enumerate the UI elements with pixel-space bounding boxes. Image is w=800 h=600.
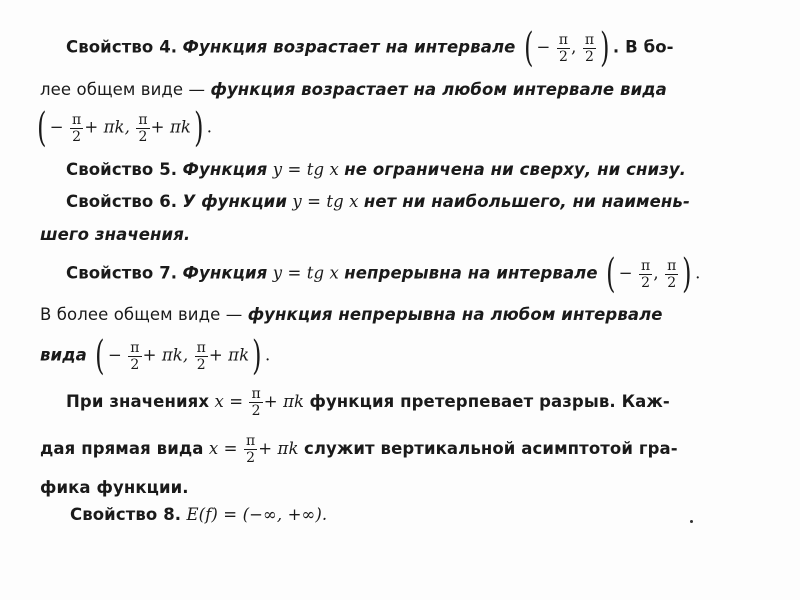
property-5-line (66, 160, 686, 180)
plain-text: лее общем виде — (40, 80, 206, 99)
paragraph-text-4: служит вертикальной асимптотой гра- (303, 439, 678, 458)
property-8-line (70, 505, 327, 525)
property-6-label: Свойство 6. (66, 192, 178, 211)
fraction-pi-over-2: $\frac{\pi}{2}$ (641, 257, 651, 291)
math-x-eq: x = (208, 439, 238, 458)
property-6-continuation (40, 225, 190, 245)
right-paren: ) (252, 333, 262, 379)
right-paren: ) (194, 105, 204, 151)
plus-pi-k: + πk (208, 345, 250, 365)
property-5-label: Свойство 5. (66, 160, 178, 179)
property-7-line (66, 251, 701, 297)
fraction-pi-over-2: $\frac{\pi}{2}$ (138, 111, 148, 145)
plus-pi-k: + πk (258, 439, 299, 458)
comma: , (571, 37, 577, 57)
property-6-text-2: нет ни наибольшего, ни наимень- (363, 192, 690, 211)
math-y-tg-x: y = tg x (272, 263, 339, 283)
paragraph-text-5: фика функции. (40, 478, 189, 497)
paragraph-text-3: дая прямая вида (40, 439, 204, 458)
right-paren: ) (600, 25, 610, 71)
plus-pi-k: + πk (150, 117, 191, 137)
italic-text: функция непрерывна на любом интервале (247, 305, 663, 324)
property-4-text: Функция возрастает на интервале (182, 37, 516, 57)
paragraph-line-2 (40, 433, 678, 466)
property-6-text-3: шего значения. (40, 225, 191, 244)
italic-text: функция возрастает на любом интервале вида (210, 80, 667, 99)
period: . (206, 117, 213, 137)
left-paren: ( (606, 251, 616, 297)
left-paren: ( (37, 105, 47, 151)
plus-pi-k: + πk (263, 392, 305, 411)
fraction-pi-over-2: $\frac{\pi}{2}$ (72, 111, 82, 145)
fraction-pi-over-2: $\frac{\pi}{2}$ (130, 339, 140, 373)
property-7-label: Свойство 7. (66, 263, 178, 283)
math-x-eq: x = (214, 392, 244, 411)
property-6-line (66, 192, 690, 212)
property-7-text-1: Функция (182, 263, 268, 283)
fraction-pi-over-2: $\frac{\pi}{2}$ (558, 31, 569, 65)
property-7-text-2: непрерывна на интервале (344, 263, 598, 283)
paragraph-text-2: функция претерпевает разрыв. Каж- (309, 392, 670, 411)
left-paren: ( (95, 333, 105, 379)
property-7-interval (40, 333, 271, 379)
minus-sign: − (618, 263, 633, 283)
speck-mark (690, 520, 693, 523)
math-range: E(f) = (−∞, +∞). (186, 505, 328, 524)
property-4-continuation (40, 80, 667, 100)
comma: , (653, 263, 659, 283)
property-5-text-1: Функция (182, 160, 268, 179)
property-4-line (66, 25, 674, 71)
property-7-continuation (40, 305, 663, 325)
fraction-pi-over-2: $\frac{\pi}{2}$ (584, 31, 595, 65)
period: . (264, 345, 271, 365)
fraction-pi-over-2: $\frac{\pi}{2}$ (251, 386, 261, 419)
paragraph-text-1: При значениях (66, 392, 210, 411)
property-6-text-1: У функции (182, 192, 287, 211)
math-y-tg-x: y = tg x (272, 160, 339, 179)
paragraph-line-3 (40, 478, 189, 498)
plain-text: В более общем виде — (40, 305, 243, 324)
property-8-label: Свойство 8. (70, 505, 182, 524)
property-4-tail: . В бо- (612, 37, 674, 57)
paragraph-line-1 (66, 386, 670, 419)
word-vida: вида (40, 345, 87, 365)
period: . (695, 263, 701, 283)
property-4-interval (34, 105, 213, 151)
fraction-pi-over-2: $\frac{\pi}{2}$ (196, 339, 206, 373)
plus-pi-k: + πk, (142, 345, 189, 365)
minus-sign: − (49, 117, 64, 137)
plus-pi-k: + πk, (84, 117, 130, 137)
property-4-label: Свойство 4. (66, 37, 178, 57)
left-paren: ( (523, 25, 534, 71)
minus-sign: − (107, 345, 122, 365)
property-5-text-2: не ограничена ни сверху, ни снизу. (344, 160, 687, 179)
math-y-tg-x: y = tg x (292, 192, 359, 211)
fraction-pi-over-2: $\frac{\pi}{2}$ (245, 433, 256, 466)
fraction-pi-over-2: $\frac{\pi}{2}$ (667, 257, 677, 291)
right-paren: ) (682, 251, 692, 297)
minus-sign: − (536, 37, 551, 57)
